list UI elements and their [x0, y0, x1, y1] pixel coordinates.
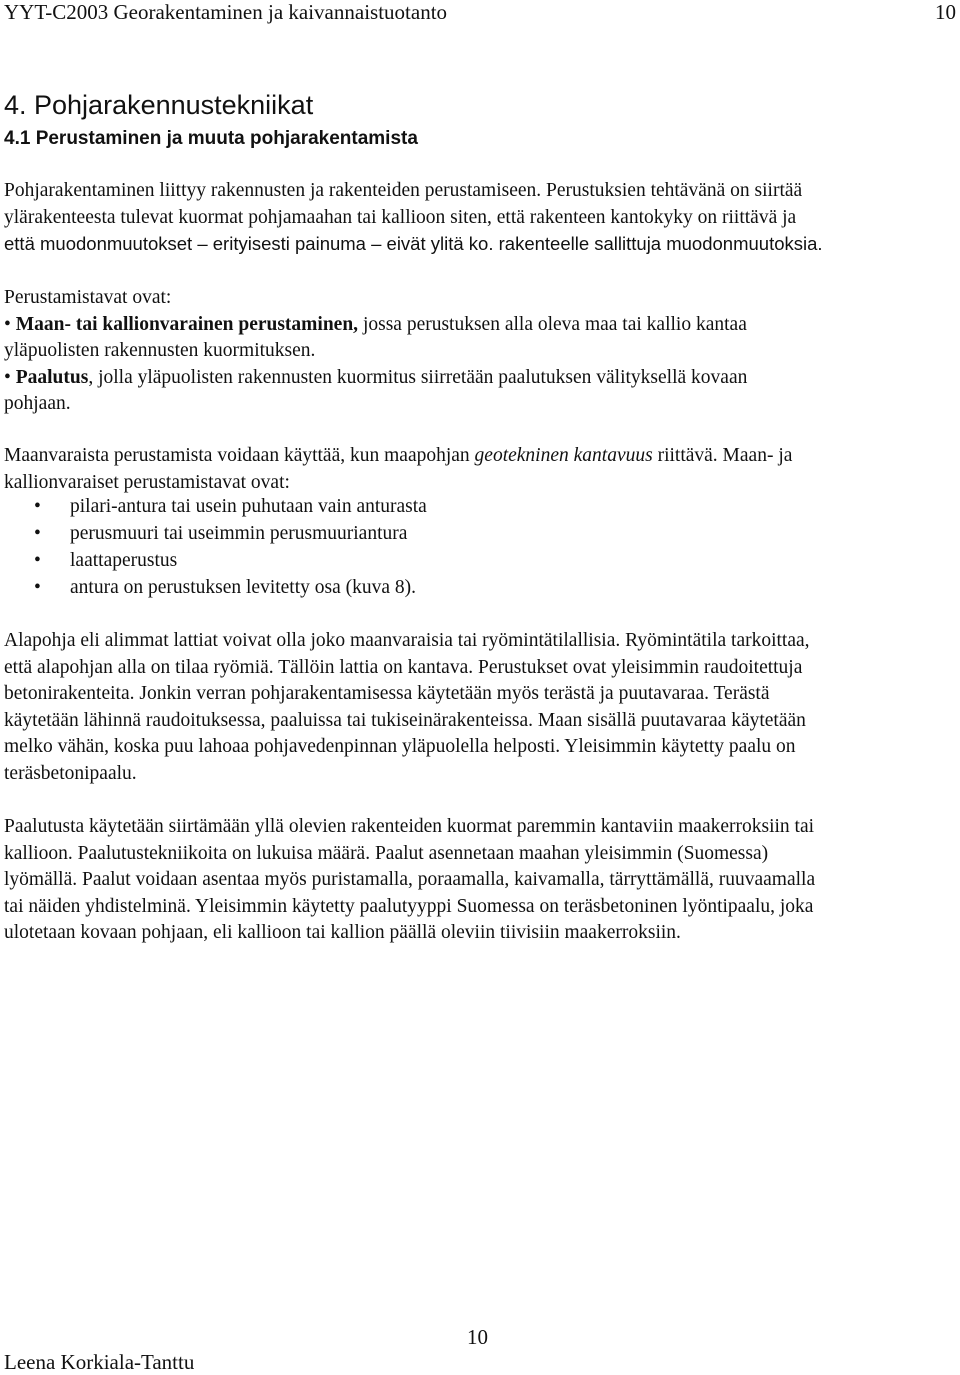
- intro-line: ylärakenteesta tulevat kuormat pohjamaahan tai kallioon siten, että rakenteen kantokyky on riittävä ja: [4, 206, 797, 228]
- floor-line: teräsbetonipaalu.: [4, 762, 137, 784]
- method-item-1-continuation: yläpuolisten rakennusten kuormituksen.: [4, 340, 316, 362]
- footer-author: Leena Korkiala-Tanttu: [4, 1350, 195, 1374]
- piling-line: kallioon. Paalutustekniikoita on lukuisa määrä. Paalut asennetaan maahan yleisimmin (Suomessa): [4, 842, 769, 864]
- ground-line-2: kallionvaraiset perustamistavat ovat:: [4, 471, 290, 493]
- ground-text: riittävä. Maan- ja: [652, 445, 793, 466]
- piling-line: Paalutusta käytetään siirtämään yllä olevien rakenteiden kuormat paremmin kantaviin maakerroksiin tai: [4, 816, 815, 837]
- bullet-glyph: •: [4, 366, 11, 388]
- method-item-2-text: , jolla yläpuolisten rakennusten kuormitus siirretään paalutuksen välityksellä kovaan: [88, 366, 748, 388]
- method-item-2-continuation: pohjaan.: [4, 393, 71, 415]
- piling-line: ulotetaan kovaan pohjaan, eli kallioon tai kallion päällä oleviin tiivisiin maakerroksiin.: [4, 922, 681, 944]
- piling-line: tai näiden yhdistelminä. Yleisimmin käytetty paalutyyppi Suomessa on teräsbetoninen lyöntipaalu, joka: [4, 895, 814, 917]
- bullet-glyph: •: [34, 496, 41, 517]
- bullet-glyph: •: [34, 550, 41, 571]
- intro-line: että muodonmuutokset – erityisesti painuma – eivät ylitä ko. rakenteelle sallittuja muodonmuutoksia.: [4, 233, 823, 255]
- list-item-text: perusmuuri tai useimmin perusmuuriantura: [70, 523, 408, 544]
- method-item-1: [4, 312, 956, 339]
- list-item-text: laattaperustus: [70, 550, 178, 571]
- floor-line: betonirakenteita. Jonkin verran pohjarakentamisessa käytetään myös terästä ja puutavaraa. Terästä: [4, 683, 770, 705]
- piling-paragraph: [4, 814, 956, 947]
- intro-line: Pohjarakentaminen liittyy rakennusten ja rakenteiden perustamiseen. Perustuksien tehtävänä on siirtää: [4, 180, 803, 201]
- ground-paragraph: [4, 443, 956, 496]
- method-item-1-term: Maan- tai kallionvarainen perustaminen,: [15, 313, 359, 335]
- ground-line-1: [4, 443, 956, 470]
- ground-emphasis: geotekninen kantavuus: [474, 445, 653, 466]
- intro-paragraph: [4, 178, 956, 258]
- running-header-title: YYT-C2003 Georakentaminen ja kaivannaistuotanto: [4, 0, 448, 24]
- methods-paragraph: [4, 285, 956, 418]
- list-item-text: pilari-antura tai usein puhutaan vain anturasta: [70, 496, 427, 517]
- floor-paragraph: [4, 628, 956, 788]
- floor-line: että alapohjan alla on tilaa ryömiä. Tällöin lattia on kantava. Perustukset ovat yleisimmin raudoitettuja: [4, 656, 803, 678]
- chapter-heading: 4. Pohjarakennustekniikat: [4, 90, 314, 120]
- floor-line: Alapohja eli alimmat lattiat voivat olla joko maanvaraisia tai ryömintätilallisia. Ryömintätila tarkoittaa,: [4, 630, 810, 651]
- method-item-2: [4, 365, 956, 392]
- method-item-2-term: Paalutus: [15, 366, 89, 388]
- method-item-1-text: jossa perustuksen alla oleva maa tai kallio kantaa: [358, 313, 747, 335]
- footer-page-number: 10: [467, 1325, 488, 1349]
- list-item-text: antura on perustuksen levitetty osa (kuva 8).: [70, 577, 417, 598]
- piling-line: lyömällä. Paalut voidaan asentaa myös puristamalla, poraamalla, kaivamalla, tärryttämällä, ruuvaamalla: [4, 869, 816, 891]
- section-heading: 4.1 Perustaminen ja muuta pohjarakentamista: [4, 128, 418, 149]
- bullet-glyph: •: [4, 313, 11, 335]
- running-header-page-number: 10: [935, 0, 956, 24]
- ground-text: Maanvaraista perustamista voidaan käyttää, kun maapohjan: [4, 445, 475, 466]
- methods-lead: Perustamistavat ovat:: [4, 287, 172, 308]
- floor-line: melko vähän, koska puu lahoaa pohjavedenpinnan yläpuolella helposti. Yleisimmin käytetty paalu on: [4, 736, 796, 758]
- bullet-glyph: •: [34, 577, 41, 598]
- bullet-glyph: •: [34, 523, 41, 544]
- floor-line: käytetään lähinnä raudoituksessa, paaluissa tai tukiseinärakenteissa. Maan sisällä puutavaraa käytetään: [4, 709, 806, 731]
